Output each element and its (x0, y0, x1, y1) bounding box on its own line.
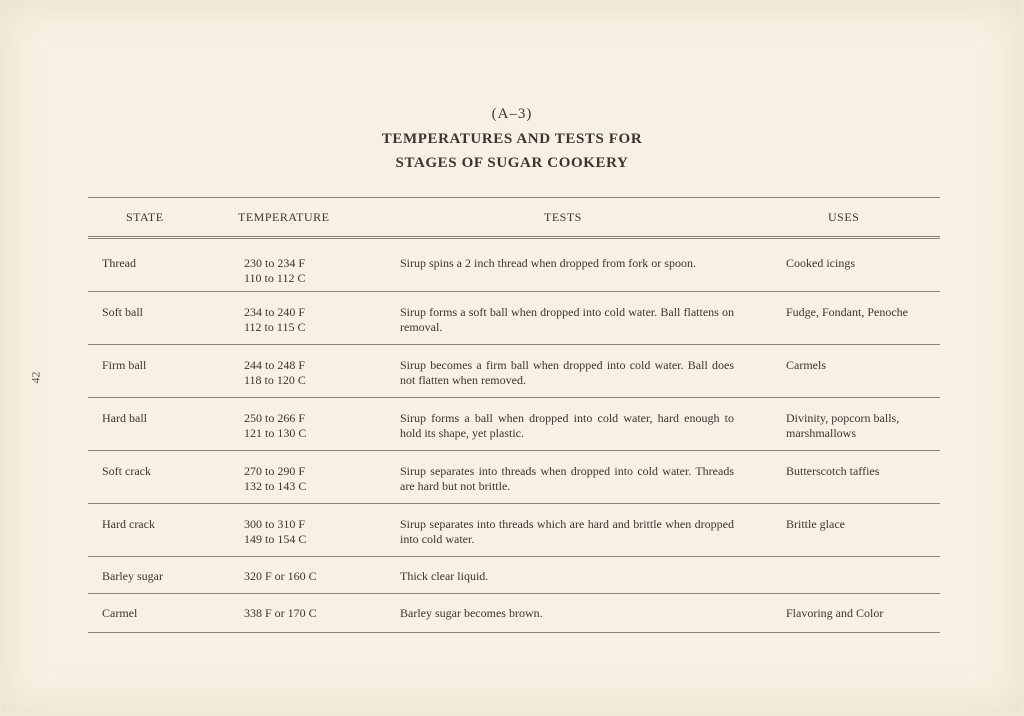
table-row-thread (88, 239, 940, 292)
table-row-barley-sugar (88, 557, 940, 594)
cell-tests: Sirup becomes a firm ball when dropped into cold water. Ball does not flatten when removed. (400, 358, 734, 387)
table-header-row (88, 198, 940, 239)
cell-tests: Thick clear liquid. (400, 569, 489, 583)
table-row-hard-crack (88, 504, 940, 557)
cell-tests: Sirup spins a 2 inch thread when dropped from fork or spoon. (400, 256, 696, 270)
cell-temp-f: 300 to 310 F (244, 517, 306, 531)
table-title-line-1: TEMPERATURES AND TESTS FOR (381, 131, 643, 147)
cell-uses: Butterscotch taffies (786, 464, 880, 478)
table-row-soft-crack (88, 451, 940, 504)
header-tests: TESTS (544, 210, 582, 224)
cell-temp-c: 121 to 130 C (244, 426, 307, 440)
cell-state: Soft crack (102, 464, 151, 478)
cell-temp-f: 250 to 266 F (244, 411, 306, 425)
cell-state: Soft ball (102, 305, 143, 319)
cell-temp-f: 244 to 248 F (244, 358, 306, 372)
cell-uses: Fudge, Fondant, Penoche (786, 305, 908, 319)
table-row-hard-ball (88, 398, 940, 451)
page-number: 42 (28, 371, 43, 384)
cell-state: Hard crack (102, 517, 155, 531)
cell-uses: Cooked icings (786, 256, 855, 270)
document-heading (0, 106, 1024, 175)
header-temperature: TEMPERATURE (238, 210, 330, 224)
cell-tests: Sirup forms a ball when dropped into cold water, hard enough to hold its shape, yet plastic. (400, 411, 734, 440)
cell-temp-f: 338 F or 170 C (244, 606, 317, 620)
cell-tests: Sirup separates into threads which are hard and brittle when dropped into cold water. (400, 517, 734, 546)
table-row-carmel (88, 594, 940, 633)
cell-state: Thread (102, 256, 136, 270)
cell-temp-c: 112 to 115 C (244, 320, 306, 334)
table-row-firm-ball (88, 345, 940, 398)
header-uses: USES (828, 210, 860, 224)
header-state: STATE (126, 210, 164, 224)
cell-tests: Sirup forms a soft ball when dropped into cold water. Ball flattens on removal. (400, 305, 734, 334)
cell-uses: Carmels (786, 358, 826, 372)
cell-temp-f: 320 F or 160 C (244, 569, 317, 583)
cell-temp-c: 110 to 112 C (244, 271, 306, 285)
sugar-stages-table (88, 197, 940, 633)
table-row-soft-ball (88, 292, 940, 345)
cell-temp-f: 270 to 290 F (244, 464, 306, 478)
cell-state: Hard ball (102, 411, 147, 425)
cell-uses: Divinity, popcorn balls, marshmallows (786, 411, 900, 440)
table-title-line-2: STAGES OF SUGAR COOKERY (395, 155, 629, 171)
cell-temp-c: 118 to 120 C (244, 373, 306, 387)
cell-tests: Barley sugar becomes brown. (400, 606, 543, 620)
cell-uses: Flavoring and Color (786, 606, 884, 620)
cell-state: Barley sugar (102, 569, 163, 583)
cell-temp-c: 149 to 154 C (244, 532, 307, 546)
cell-temp-c: 132 to 143 C (244, 479, 307, 493)
table-code: (A–3) (491, 106, 533, 122)
cell-state: Firm ball (102, 358, 147, 372)
cell-uses: Brittle glace (786, 517, 845, 531)
cell-temp-f: 230 to 234 F (244, 256, 306, 270)
cell-state: Carmel (102, 606, 138, 620)
cell-tests: Sirup separates into threads when dropped into cold water. Threads are hard but not brittle. (400, 464, 734, 493)
cell-temp-f: 234 to 240 F (244, 305, 306, 319)
